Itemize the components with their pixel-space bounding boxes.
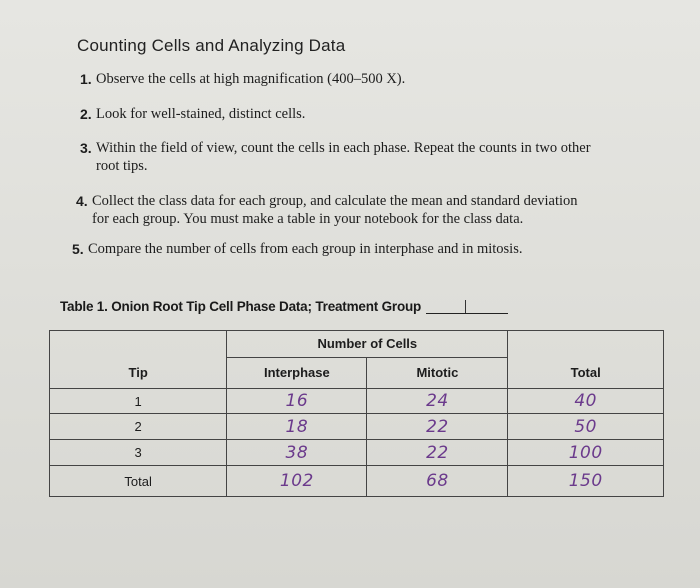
step-text: Observe the cells at high magnification (400–500 X). bbox=[96, 71, 406, 87]
step-text-line-1: Within the field of view, count the cells in each phase. Repeat the counts in two other bbox=[96, 140, 591, 156]
step-number: 5. bbox=[72, 241, 84, 257]
step-text-line-2: for each group. You must make a table in your notebook for the class data. bbox=[92, 211, 524, 227]
step-2 bbox=[80, 105, 655, 123]
column-header-tip: Tip bbox=[50, 357, 227, 388]
column-header-total: Total bbox=[508, 357, 664, 388]
cell-total: 100 bbox=[508, 440, 664, 466]
table-row-total bbox=[50, 466, 664, 497]
cell-total: 50 bbox=[508, 414, 664, 440]
step-3 bbox=[80, 139, 655, 175]
step-text: Compare the number of cells from each group in interphase and in mitosis. bbox=[88, 241, 523, 257]
table-caption: Table 1. Onion Root Tip Cell Phase Data; Treatment Group bbox=[60, 299, 422, 314]
cell-interphase: 16 bbox=[227, 388, 367, 414]
column-header-interphase: Interphase bbox=[227, 357, 367, 388]
table-header-empty bbox=[50, 331, 227, 358]
cell-interphase: 38 bbox=[227, 440, 367, 466]
step-text-line-2: root tips. bbox=[96, 158, 148, 174]
treatment-group-blank bbox=[426, 313, 508, 314]
cell-mitotic: 68 bbox=[367, 466, 508, 497]
cell-tip: 3 bbox=[50, 440, 227, 466]
pencil-mark bbox=[465, 300, 466, 313]
group-header: Number of Cells bbox=[227, 331, 508, 358]
cell-total: 40 bbox=[508, 388, 664, 414]
cell-mitotic: 24 bbox=[367, 388, 508, 414]
cell-tip: 2 bbox=[50, 414, 227, 440]
step-4 bbox=[76, 192, 651, 228]
cell-phase-table bbox=[49, 330, 664, 497]
step-text-line-1: Collect the class data for each group, and calculate the mean and standard deviation bbox=[92, 193, 578, 209]
step-1 bbox=[80, 70, 655, 88]
table-row bbox=[50, 388, 664, 414]
step-number: 4. bbox=[76, 193, 88, 209]
cell-interphase: 18 bbox=[227, 414, 367, 440]
page-title: Counting Cells and Analyzing Data bbox=[77, 36, 346, 55]
cell-mitotic: 22 bbox=[367, 414, 508, 440]
column-header-mitotic: Mitotic bbox=[367, 357, 508, 388]
table-header-empty bbox=[508, 331, 664, 358]
cell-interphase: 102 bbox=[227, 466, 367, 497]
table-row bbox=[50, 440, 664, 466]
cell-total: 150 bbox=[508, 466, 664, 497]
step-number: 2. bbox=[80, 106, 92, 122]
cell-tip: 1 bbox=[50, 388, 227, 414]
cell-mitotic: 22 bbox=[367, 440, 508, 466]
step-number: 1. bbox=[80, 71, 92, 87]
step-number: 3. bbox=[80, 140, 92, 156]
step-5 bbox=[72, 240, 647, 258]
table-row bbox=[50, 414, 664, 440]
cell-tip: Total bbox=[50, 466, 227, 497]
step-text: Look for well-stained, distinct cells. bbox=[96, 106, 306, 122]
